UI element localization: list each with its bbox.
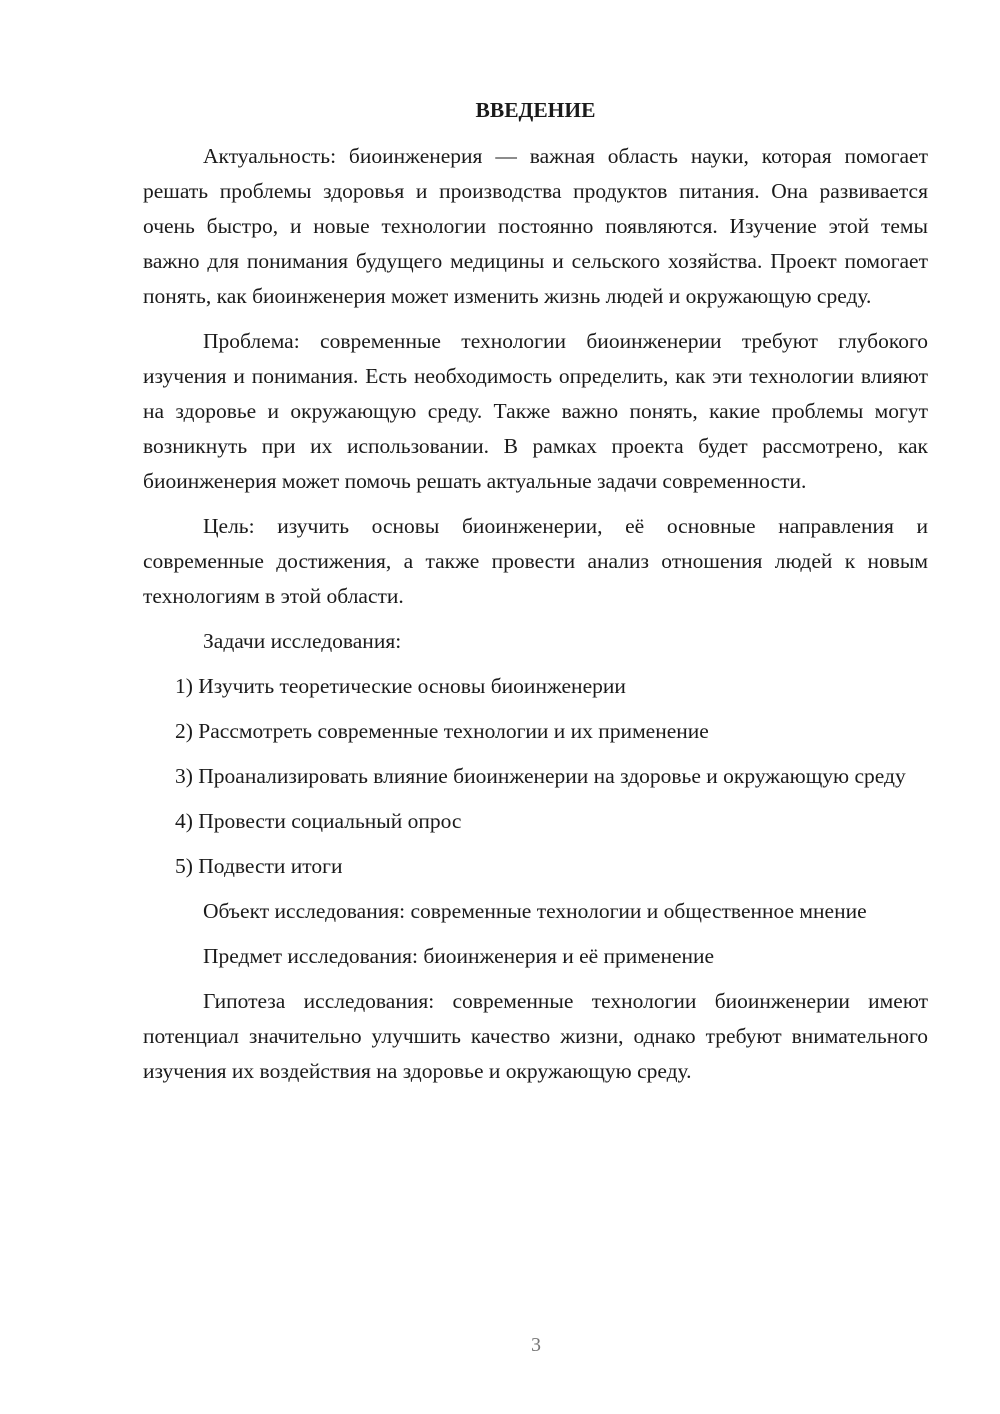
paragraph-relevance: Актуальность: биоинженерия — важная область науки, которая помогает решать проблемы здоровья и производства продуктов питания. Она развивается очень быстро, и новые технологии постоянно появляются. Изучение этой темы важно для понимания будущего медицины и сельского хозяйства. Проект помогает понять, как биоинженерия может изменить жизнь людей и окружающую среду. (143, 144, 928, 308)
list-item: 3) Проанализировать влияние биоинженерии на здоровье и окружающую среду (175, 764, 906, 788)
page-title: ВВЕДЕНИЕ (475, 98, 596, 122)
paragraph-problem: Проблема: современные технологии биоинженерии требуют глубокого изучения и понимания. Есть необходимость определить, как эти технологии влияют на здоровье и окружающую среду. Также важно понять, какие проблемы могут возникнуть при их использовании. В рамках проекта будет рассмотрено, как биоинженерия может помочь решать актуальные задачи современности. (143, 329, 928, 493)
list-item: 4) Провести социальный опрос (175, 809, 462, 833)
paragraph-goal: Цель: изучить основы биоинженерии, её основные направления и современные достижения, а также провести анализ отношения людей к новым технологиям в этой области. (143, 514, 928, 608)
page-number: 3 (531, 1334, 541, 1356)
paragraph-subject: Предмет исследования: биоинженерия и её применение (203, 944, 715, 968)
paragraph-object: Объект исследования: современные технологии и общественное мнение (203, 899, 867, 923)
list-item: 5) Подвести итоги (175, 854, 343, 878)
tasks-heading: Задачи исследования: (203, 629, 402, 653)
document-page (143, 95, 928, 1099)
list-item: 1) Изучить теоретические основы биоинженерии (175, 674, 626, 698)
paragraph-hypothesis: Гипотеза исследования: современные технологии биоинженерии имеют потенциал значительно улучшить качество жизни, однако требуют внимательного изучения их воздействия на здоровье и окружающую среду. (143, 989, 928, 1083)
tasks-list (143, 669, 928, 884)
list-item: 2) Рассмотреть современные технологии и их применение (175, 719, 709, 743)
